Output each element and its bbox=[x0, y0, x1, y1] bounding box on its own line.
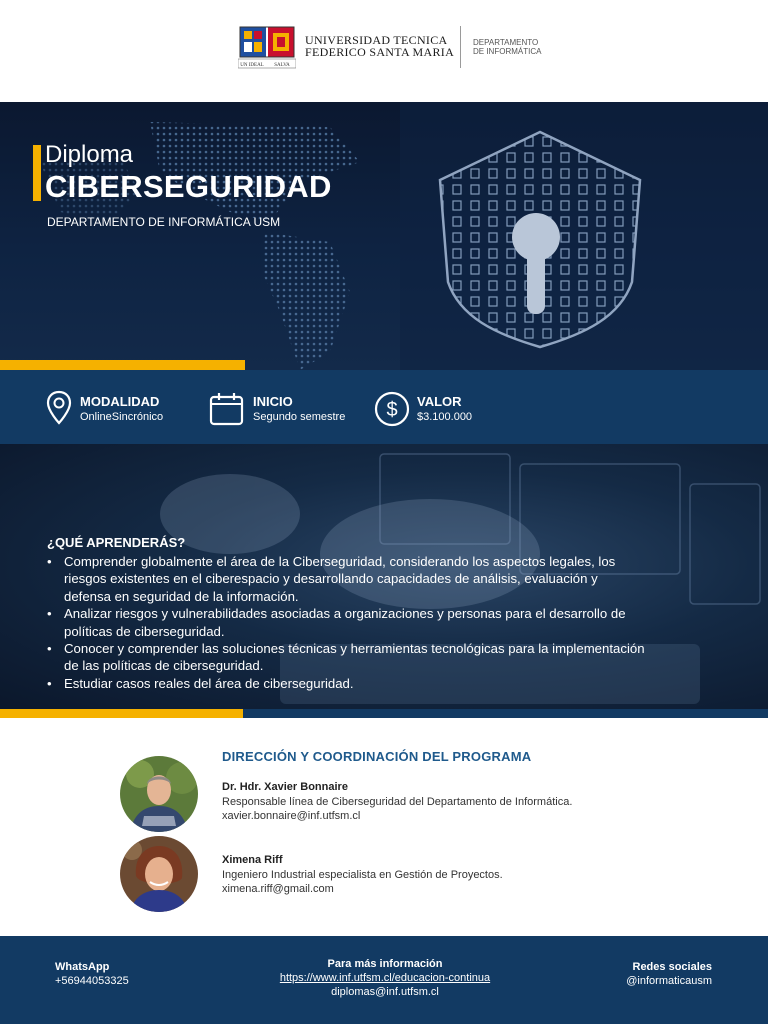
section-yellow-stripe bbox=[0, 709, 243, 718]
person-ximena-riff bbox=[222, 853, 503, 897]
footer-social bbox=[600, 960, 712, 988]
section-blue-stripe bbox=[243, 709, 768, 718]
location-pin-icon bbox=[45, 390, 73, 426]
modalidad-info bbox=[80, 394, 163, 424]
avatar-ximena-riff bbox=[120, 836, 198, 912]
learning-item: • Analizar riesgos y vulnerabilidades asociadas a organizaciones y personas para el desarrollo de políticas de ciberseguridad. bbox=[47, 605, 647, 640]
crest-ribbon-right-text: SALVA bbox=[274, 63, 290, 68]
avatar-xavier-bonnaire bbox=[120, 756, 198, 832]
whatsapp-label: WhatsApp bbox=[55, 961, 110, 973]
svg-text:$: $ bbox=[386, 399, 398, 421]
program-direction-section bbox=[0, 718, 768, 936]
person-role: Ingeniero Industrial especialista en Gestión de Proyectos. bbox=[222, 868, 503, 881]
university-name bbox=[305, 34, 454, 58]
calendar-icon bbox=[209, 392, 244, 426]
whatsapp-number[interactable]: +56944053325 bbox=[55, 975, 129, 987]
title-accent-bar bbox=[33, 145, 41, 201]
inicio-value: Segundo semestre bbox=[253, 411, 346, 423]
department-name bbox=[473, 38, 541, 56]
modalidad-value: OnlineSincrónico bbox=[80, 411, 164, 423]
footer-whatsapp bbox=[55, 960, 129, 988]
valor-info bbox=[417, 394, 472, 424]
person-email[interactable]: ximena.riff@gmail.com bbox=[222, 883, 334, 895]
valor-label: VALOR bbox=[417, 394, 462, 409]
hero-yellow-stripe bbox=[0, 360, 245, 370]
header bbox=[0, 0, 768, 102]
footer bbox=[0, 936, 768, 1024]
department-line-2: DE INFORMÁTICA bbox=[473, 47, 542, 56]
inicio-info bbox=[253, 394, 345, 424]
program-title: CIBERSEGURIDAD bbox=[45, 169, 332, 204]
modalidad-label: MODALIDAD bbox=[80, 394, 160, 409]
program-info-strip bbox=[0, 370, 768, 444]
person-name: Ximena Riff bbox=[222, 854, 283, 866]
learning-item: • Conocer y comprender las soluciones técnicas y herramientas tecnológicas para la implementación de las políticas de ciberseguridad. bbox=[47, 640, 647, 675]
person-email[interactable]: xavier.bonnaire@inf.utfsm.cl bbox=[222, 810, 361, 822]
valor-value: $3.100.000 bbox=[417, 411, 473, 423]
person-xavier-bonnaire bbox=[222, 780, 572, 824]
university-line-1: UNIVERSIDAD TECNICA bbox=[305, 33, 448, 47]
learning-outcomes-section bbox=[0, 444, 768, 710]
program-department: DEPARTAMENTO DE INFORMÁTICA USM bbox=[47, 215, 281, 229]
inicio-label: INICIO bbox=[253, 394, 293, 409]
social-handle[interactable]: @informaticausm bbox=[626, 975, 712, 987]
person-name: Dr. Hdr. Xavier Bonnaire bbox=[222, 781, 348, 793]
learning-item: • Comprender globalmente el área de la Ciberseguridad, considerando los aspectos legales, los riesgos existentes en el ciberespacio y desarrollando capacidades de análisis, evaluación y defensa en seguridad de la información. bbox=[47, 553, 647, 605]
university-crest-logo bbox=[238, 25, 296, 69]
university-line-2: FEDERICO SANTA MARIA bbox=[305, 45, 455, 59]
crest-ribbon-left-text: UN IDEAL bbox=[240, 63, 264, 68]
more-info-label: Para más información bbox=[327, 958, 443, 970]
person-role: Responsable línea de Ciberseguridad del Departamento de Informática. bbox=[222, 795, 573, 808]
dollar-circle-icon bbox=[374, 391, 410, 427]
social-label: Redes sociales bbox=[632, 961, 712, 973]
hero-banner bbox=[0, 102, 768, 370]
learning-item: • Estudiar casos reales del área de ciberseguridad. bbox=[47, 675, 647, 692]
footer-more-info bbox=[244, 957, 526, 999]
direction-title: DIRECCIÓN Y COORDINACIÓN DEL PROGRAMA bbox=[222, 749, 532, 764]
logo-divider bbox=[460, 26, 461, 68]
more-info-email[interactable]: diplomas@inf.utfsm.cl bbox=[331, 986, 439, 998]
learning-list bbox=[47, 553, 647, 692]
diploma-label: Diploma bbox=[45, 141, 134, 168]
department-line-1: DEPARTAMENTO bbox=[473, 38, 539, 47]
learning-title: ¿QUÉ APRENDERÁS? bbox=[47, 535, 186, 550]
more-info-link[interactable]: https://www.inf.utfsm.cl/educacion-continua bbox=[279, 972, 491, 984]
